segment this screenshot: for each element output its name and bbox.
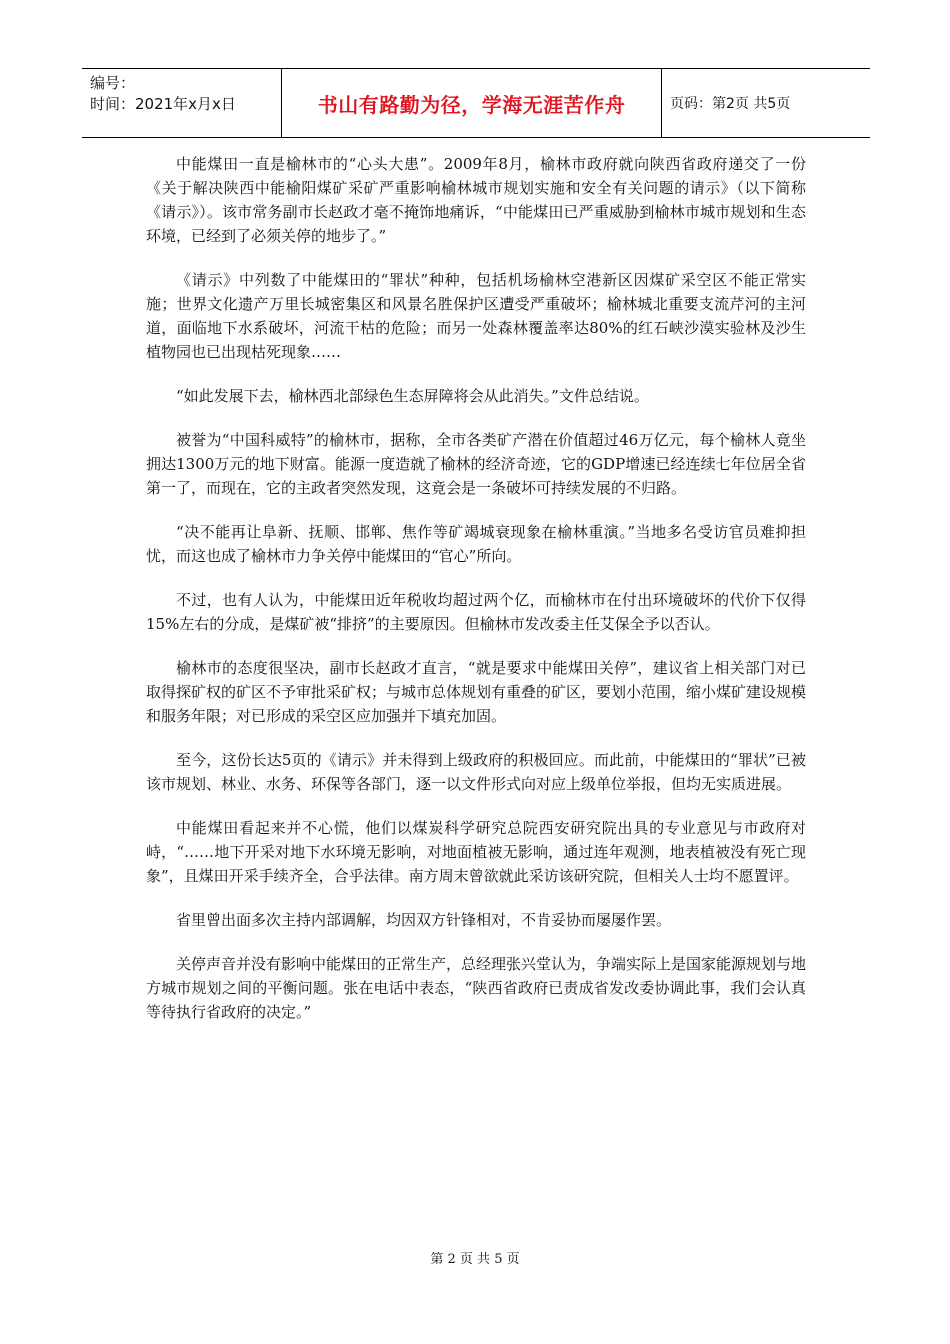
page-footer: 第 2 页 共 5 页	[430, 1252, 520, 1267]
paragraph: 关停声音并没有影响中能煤田的正常生产，总经理张兴堂认为，争端实际上是国家能源规划与地方城市规划之间的平衡问题。张在电话中表态，“陕西省政府已责成省发改委协调此事，我们会认真等待执行省政府的决定。”	[146, 955, 807, 1021]
paragraph: 至今，这份长达5页的《请示》并未得到上级政府的积极回应。而此前，中能煤田的“罪状”已被该市规划、林业、水务、环保等各部门，逐一以文件形式向对应上级单位举报，但均无实质进展。	[146, 751, 806, 793]
article-body	[146, 152, 806, 1044]
paragraph: 被誉为“中国科威特”的榆林市，据称，全市各类矿产潜在价值超过46万亿元，每个榆林人竟坐拥达1300万元的地下财富。能源一度造就了榆林的经济奇迹，它的GDP增速已经连续七年位居全省第一了，而现在，它的主政者突然发现，这竟会是一条破坏可持续发展的不归路。	[146, 431, 806, 497]
paragraph: 省里曾出面多次主持内部调解，均因双方针锋相对，不肯妥协而屡屡作罢。	[176, 911, 672, 929]
document-header	[82, 68, 870, 138]
header-meta	[82, 69, 282, 137]
paragraph: “如此发展下去，榆林西北部绿色生态屏障将会从此消失。”文件总结说。	[176, 387, 649, 405]
paragraph: 《请示》中列数了中能煤田的“罪状”种种，包括机场榆林空港新区因煤矿采空区不能正常实施；世界文化遗产万里长城密集区和风景名胜保护区遭受严重破坏；榆林城北重要支流芹河的主河道，面临地下水系破坏，河流干枯的危险；而另一处森林覆盖率达80%的红石峡沙漠实验林及沙生植物园也已出现枯死现象……	[146, 271, 806, 361]
paragraph: “决不能再让阜新、抚顺、邯郸、焦作等矿竭城衰现象在榆林重演。”当地多名受访官员难抑担忧，而这也成了榆林市力争关停中能煤田的“官心”所向。	[146, 523, 806, 565]
paragraph: 榆林市的态度很坚决，副市长赵政才直言，“就是要求中能煤田关停”，建议省上相关部门对已取得探矿权的矿区不予审批采矿权；与城市总体规划有重叠的矿区，要划小范围，缩小煤矿建设规模和服务年限；对已形成的采空区应加强并下填充加固。	[146, 659, 807, 725]
header-page-indicator: 页码：第2页 共5页	[670, 96, 791, 112]
paragraph: 中能煤田看起来并不心慌，他们以煤炭科学研究总院西安研究院出具的专业意见与市政府对峙，“……地下开采对地下水环境无影响，对地面植被无影响，通过连年观测，地表植被没有死亡现象”，且煤田开采手续齐全，合乎法律。南方周末曾欲就此采访该研究院，但相关人士均不愿置评。	[146, 819, 806, 885]
paragraph: 不过，也有人认为，中能煤田近年税收均超过两个亿，而榆林市在付出环境破坏的代价下仅得15%左右的分成，是煤矿被“排挤”的主要原因。但榆林市发改委主任艾保全予以否认。	[146, 591, 806, 633]
paragraph: 中能煤田一直是榆林市的“心头大患”。2009年8月，榆林市政府就向陕西省政府递交了一份《关于解决陕西中能榆阳煤矿采矿严重影响榆林城市规划实施和安全有关问题的请示》（以下简称《请示》）。该市常务副市长赵政才毫不掩饰地痛诉，“中能煤田已严重威胁到榆林市城市规划和生态环境，已经到了必须关停的地步了。”	[146, 155, 806, 245]
header-motto: 书山有路勤为径，学海无涯苦作舟	[282, 69, 662, 137]
document-date: 时间：2021年x月x日	[90, 95, 236, 113]
document-number-label: 编号：	[90, 74, 136, 92]
